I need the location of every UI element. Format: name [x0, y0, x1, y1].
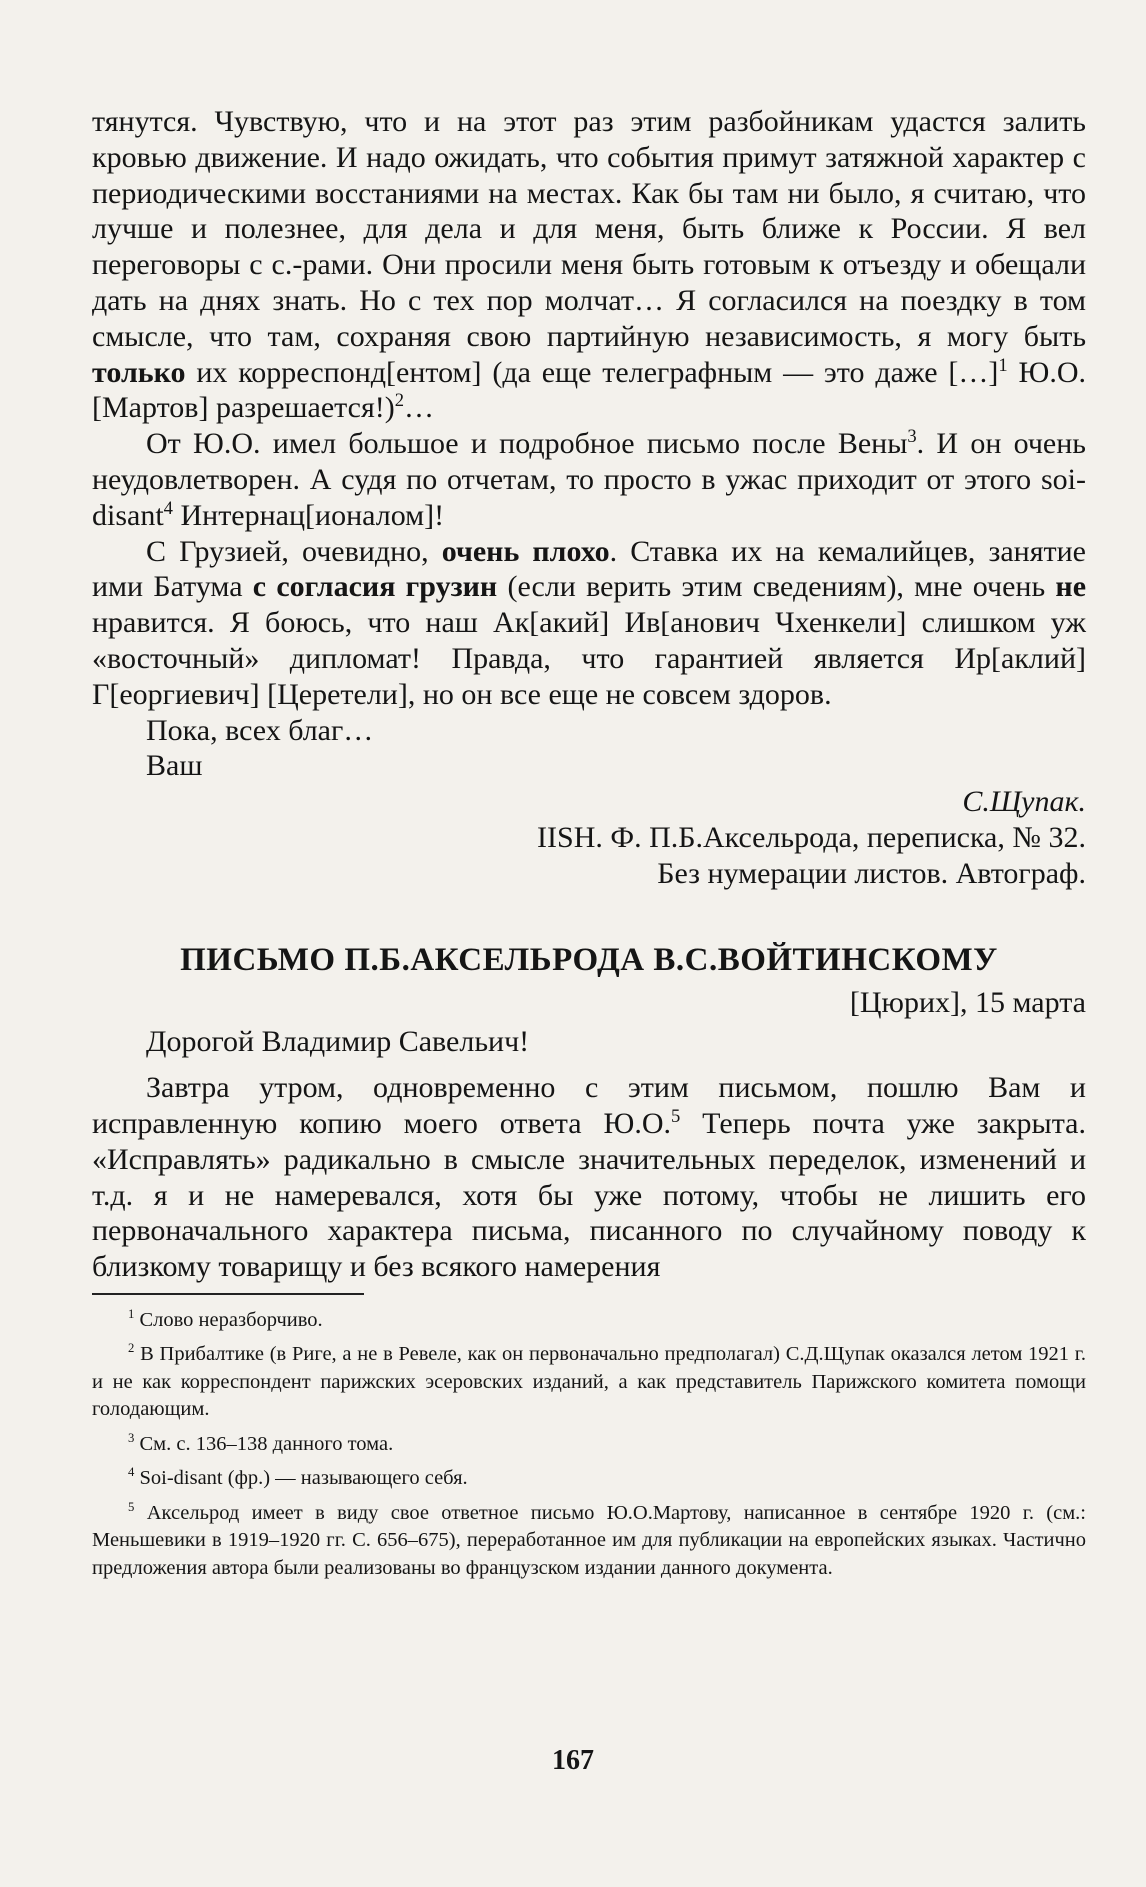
letter-title: ПИСЬМО П.Б.АКСЕЛЬРОДА В.С.ВОЙТИНСКОМУ	[180, 941, 998, 978]
footnotes	[92, 1307, 1086, 1583]
footnote-ref-4: 4	[163, 497, 173, 519]
footnote-ref-2: 2	[394, 390, 405, 412]
footnote-1: $^1$ Слово неразборчиво.	[128, 1307, 323, 1331]
source-line-2: Без нумерации листов. Автограф.	[657, 856, 1086, 890]
letter-paragraph-1: Завтра утром, одновременно с этим письмом, пошлю Вам и исправленную копию моего ответа Ю.О.$^5$ Теперь почта уже закрыта. «Исправлять» радикально в смысле значительных переделок, изменений и т.д. я и не намеревался, хотя бы уже потому, чтобы не лишить его первоначального характера письма, писанного по случайному поводу к близкому товарищу и без всякого намерения	[92, 1071, 1086, 1284]
dateline: [Цюрих], 15 марта	[849, 985, 1086, 1019]
paragraph-5: Ваш	[146, 749, 203, 783]
salutation: Дорогой Владимир Савельич!	[146, 1025, 530, 1059]
footnote-ref-5: 5	[670, 1105, 681, 1127]
paragraph-1: тянутся. Чувствую, что и на этот раз этим разбойникам удастся залить кровью движение. И надо ожидать, что события примут затяжной характер с периодическими восстаниями на местах. Как бы там ни было, я считаю, что лучше и полезнее, для дела и для меня, быть ближе к России. Я вел переговоры с с.-рами. Они просили меня быть готовым к отъезду и обещали дать на днях знать. Но с тех пор молчат… Я согласился на поездку в том смысле, что там, сохраняя свою партийную независимость, я могу быть только их корреспонд[ентом] (да еще телеграфным — это даже […]$^1$ Ю.О.[Мартов] разрешается!)$^2$…	[92, 105, 1086, 425]
page-number: 167	[552, 1745, 594, 1776]
footnote-5: $^5$ Аксельрод имеет в виду свое ответное письмо Ю.О.Мартову, написанное в сентябре 1920 г. (см.: Меньшевики в 1919–1920 гг. С. 656–675), переработанное им для публикации на европейских языках. Частично предложения автора были реализованы во французском издании данного документа.	[92, 1500, 1086, 1579]
paragraph-2: От Ю.О. имел большое и подробное письмо после Вены$^3$. И он очень неудовлетворен. А судя по отчетам, то просто в ужас приходит от этого soi-disant$^4$ Интернац[ионалом]!	[92, 426, 1086, 532]
footnote-2: $^2$ В Прибалтике (в Риге, а не в Ревеле, как он первоначально предполагал) С.Д.Щупак оказался летом 1921 г. и не как корреспондент парижских эсеровских изданий, а как представитель Парижского комитета помощи голодающим.	[92, 1341, 1087, 1421]
footnote-ref-1: 1	[998, 354, 1008, 376]
footnote-divider	[92, 1293, 364, 1295]
signature: С.Щупак.	[962, 785, 1086, 819]
footnote-ref-3: 3	[907, 426, 917, 448]
footnote-4: $^4$ Soi-disant (фр.) — называющего себя.	[128, 1465, 468, 1490]
source-line-1: IISH. Ф. П.Б.Аксельрода, переписка, № 32.	[537, 820, 1086, 854]
page-content	[92, 104, 1086, 1589]
new-letter-body	[92, 1070, 1086, 1285]
footnote-3: $^3$ См. с. 136–138 данного тома.	[128, 1431, 394, 1455]
paragraph-3: С Грузией, очевидно, очень плохо. Ставка их на кемалийцев, занятие ими Батума с согласия грузин (если верить этим сведениям), мне очень не нравится. Я боюсь, что наш Ак[акий] Ив[анович Чхенкели] слишком уж «восточный» дипломат! Правда, что гарантией является Ир[аклий] Г[еоргиевич] [Церетели], но он все еще не совсем здоров.	[92, 534, 1087, 711]
paragraph-4: Пока, всех благ…	[146, 713, 374, 747]
continued-letter	[92, 104, 1086, 784]
